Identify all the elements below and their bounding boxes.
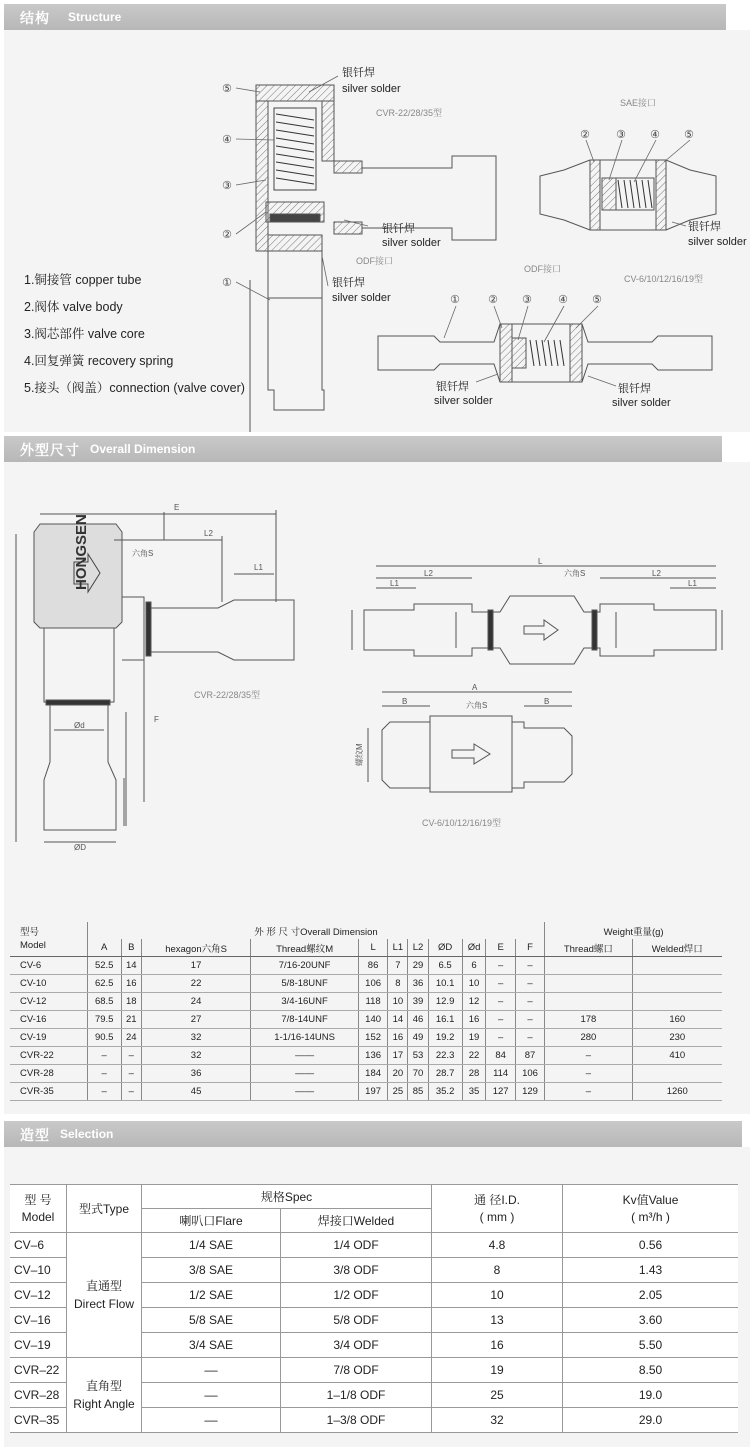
cvr-top-solder-en: silver solder <box>342 83 401 95</box>
table-cell: 49 <box>408 1029 428 1047</box>
table-cell: 16 <box>121 975 141 993</box>
table-cell: 39 <box>408 993 428 1011</box>
table-cell: – <box>486 1011 515 1029</box>
dim-th-l: L <box>358 939 387 957</box>
table-cell: 13 <box>432 1308 563 1333</box>
table-cell: 160 <box>632 1011 722 1029</box>
table-row <box>10 1011 722 1029</box>
flare-dim-b-left: B <box>402 697 408 706</box>
odf-callout-3: ③ <box>522 294 532 306</box>
dim-th-l1: L1 <box>388 939 408 957</box>
table-cell: – <box>545 1065 632 1083</box>
type-label-cn: 直角型 <box>85 1379 122 1393</box>
table-cell: CV–10 <box>10 1258 67 1283</box>
table-cell: CV–16 <box>10 1308 67 1333</box>
dim-th-f: F <box>515 939 544 957</box>
dim-th-group-dim: 外 形 尺 寸Overall Dimension <box>87 922 545 939</box>
legend-item-2: 2.阀体 valve body <box>24 300 123 314</box>
table-cell: 10 <box>388 993 408 1011</box>
table-cell: 152 <box>358 1029 387 1047</box>
table-cell: 32 <box>432 1408 563 1433</box>
table-cell: 17 <box>388 1047 408 1065</box>
sel-th-kv-unit: ( m³/h ) <box>631 1209 670 1224</box>
table-cell: 5/8 ODF <box>281 1308 432 1333</box>
cv-dim-l2-left: L2 <box>424 569 433 578</box>
selection-table <box>10 1184 738 1433</box>
table-cell: – <box>486 1029 515 1047</box>
table-cell: 4.8 <box>432 1233 563 1258</box>
cvr-mid-solder-cn: 银钎焊 <box>382 223 415 235</box>
dimension-panel <box>4 462 750 1114</box>
table-cell <box>632 1065 722 1083</box>
table-cell: 106 <box>358 975 387 993</box>
odf-callout-5: ⑤ <box>592 294 602 306</box>
cv-dim-type-label: CV-6/10/12/16/19型 <box>422 818 502 828</box>
table-cell: – <box>121 1047 141 1065</box>
table-cell: – <box>486 957 515 975</box>
dim-th-model <box>10 922 87 957</box>
brand-text: HONGSEN <box>73 514 90 590</box>
odf-left-solder-cn: 银钎焊 <box>436 381 469 393</box>
table-cell: – <box>515 957 544 975</box>
dim-label-od: ØD <box>74 843 86 852</box>
table-cell: – <box>515 975 544 993</box>
table-cell: 22 <box>141 975 250 993</box>
odf-right-solder-cn: 银钎焊 <box>618 383 651 395</box>
table-cell: 70 <box>408 1065 428 1083</box>
sae-callout-3: ③ <box>616 129 626 141</box>
table-cell: 25 <box>388 1083 408 1101</box>
table-cell: 79.5 <box>87 1011 121 1029</box>
dim-th-od: ØD <box>428 939 462 957</box>
table-cell: 24 <box>141 993 250 1011</box>
sel-th-model <box>10 1185 67 1233</box>
table-cell <box>545 975 632 993</box>
structure-header <box>4 4 726 30</box>
table-cell: CV–19 <box>10 1333 67 1358</box>
table-cell: 6.5 <box>428 957 462 975</box>
dim-th-w-thread: Thread螺口 <box>545 939 632 957</box>
flare-dim-a: A <box>472 683 478 692</box>
table-cell: CVR-35 <box>10 1083 87 1101</box>
dim-th-e: E <box>486 939 515 957</box>
flare-dim-thread: 螺纹M <box>355 743 364 766</box>
table-cell: CV-12 <box>10 993 87 1011</box>
callout-3: ③ <box>222 180 232 192</box>
table-cell <box>67 1358 142 1433</box>
table-cell: 1.43 <box>563 1258 739 1283</box>
table-cell: – <box>121 1065 141 1083</box>
odf-callout-2: ② <box>488 294 498 306</box>
table-row <box>10 1233 738 1258</box>
table-row <box>10 1029 722 1047</box>
legend-item-5: 5.接头（阀盖）connection (valve cover) <box>24 381 245 395</box>
table-cell: 62.5 <box>87 975 121 993</box>
table-cell: CVR-28 <box>10 1065 87 1083</box>
table-cell: 90.5 <box>87 1029 121 1047</box>
table-cell: – <box>121 1083 141 1101</box>
table-cell: 46 <box>408 1011 428 1029</box>
sae-callout-4: ④ <box>650 129 660 141</box>
table-cell: 1/4 SAE <box>142 1233 281 1258</box>
table-cell: 21 <box>121 1011 141 1029</box>
table-cell <box>67 1233 142 1358</box>
table-cell: – <box>87 1083 121 1101</box>
dim-label-l2: L2 <box>204 529 213 538</box>
table-cell: 230 <box>632 1029 722 1047</box>
type-label-cn: 直通型 <box>85 1279 122 1293</box>
table-cell: 52.5 <box>87 957 121 975</box>
table-cell: 32 <box>141 1047 250 1065</box>
dim-label-e: E <box>174 503 180 512</box>
table-cell: –– <box>142 1383 281 1408</box>
dim-th-group-weight: Weight重量(g) <box>545 922 722 939</box>
structure-panel <box>4 30 750 432</box>
table-cell: 280 <box>545 1029 632 1047</box>
cv-dim-l2-right: L2 <box>652 569 661 578</box>
cvr-callouts <box>222 83 232 289</box>
table-cell: 27 <box>141 1011 250 1029</box>
table-cell: 28.7 <box>428 1065 462 1083</box>
table-cell: 127 <box>486 1083 515 1101</box>
table-cell: 10.1 <box>428 975 462 993</box>
table-cell: 45 <box>141 1083 250 1101</box>
dim-label-hex: 六角S <box>132 549 154 558</box>
legend-item-4: 4.回复弹簧 recovery spring <box>24 354 174 368</box>
table-cell: 28 <box>462 1065 486 1083</box>
dim-th-id: Ød <box>462 939 486 957</box>
table-cell: 3/4 SAE <box>142 1333 281 1358</box>
table-cell: 8.50 <box>563 1358 739 1383</box>
flare-dim-b-right: B <box>544 697 550 706</box>
table-cell <box>632 957 722 975</box>
flare-dim-hex: 六角S <box>466 701 488 710</box>
table-cell: 32 <box>141 1029 250 1047</box>
table-cell: – <box>515 1011 544 1029</box>
odf-valve <box>378 324 712 382</box>
cv-dim-l1-left: L1 <box>390 579 399 588</box>
table-cell: CVR–28 <box>10 1383 67 1408</box>
table-cell: 3/4-16UNF <box>251 993 359 1011</box>
table-cell: CV–12 <box>10 1283 67 1308</box>
dim-th-model-cn: 型号 <box>20 927 40 938</box>
table-cell: 7/16-20UNF <box>251 957 359 975</box>
table-cell: 1–1/8 ODF <box>281 1383 432 1408</box>
table-cell: 16.1 <box>428 1011 462 1029</box>
dim-th-thread: Thread螺纹M <box>251 939 359 957</box>
cv-dim-l1-right: L1 <box>688 579 697 588</box>
table-cell: 184 <box>358 1065 387 1083</box>
table-cell: 16 <box>432 1333 563 1358</box>
table-cell: 129 <box>515 1083 544 1101</box>
table-cell: 36 <box>408 975 428 993</box>
table-cell: CVR–22 <box>10 1358 67 1383</box>
table-cell: 7/8 ODF <box>281 1358 432 1383</box>
table-cell: 10 <box>432 1283 563 1308</box>
cvr-type-label: CVR-22/28/35型 <box>376 108 443 118</box>
table-cell: – <box>545 1047 632 1065</box>
callout-1: ① <box>222 277 232 289</box>
sel-th-id-unit: ( mm ) <box>479 1209 515 1224</box>
odf-callout-1: ① <box>450 294 460 306</box>
table-cell: 136 <box>358 1047 387 1065</box>
table-cell: 8 <box>432 1258 563 1283</box>
selection-header-en: Selection <box>60 1127 114 1141</box>
table-cell: 22 <box>462 1047 486 1065</box>
odf-left-solder-en: silver solder <box>434 395 493 407</box>
sel-th-model-en: Model <box>21 1209 55 1224</box>
table-cell: – <box>545 1083 632 1101</box>
sel-th-flare: 喇叭口Flare <box>142 1209 281 1233</box>
dimension-header-cn: 外型尺寸 <box>20 442 80 458</box>
table-cell: 114 <box>486 1065 515 1083</box>
dim-th-a: A <box>87 939 121 957</box>
cv-dim-hex: 六角S <box>564 569 586 578</box>
table-cell <box>545 957 632 975</box>
table-cell: 12 <box>462 993 486 1011</box>
cvr-dim-type-label: CVR-22/28/35型 <box>194 690 261 700</box>
callout-5: ⑤ <box>222 83 232 95</box>
table-cell: 68.5 <box>87 993 121 1011</box>
table-cell: —— <box>251 1083 359 1101</box>
table-cell: 10 <box>462 975 486 993</box>
table-cell: 3/8 ODF <box>281 1258 432 1283</box>
table-cell: 410 <box>632 1047 722 1065</box>
cv-dim-l: L <box>538 557 543 566</box>
table-cell: 178 <box>545 1011 632 1029</box>
table-row <box>10 1083 722 1101</box>
table-cell: CV–6 <box>10 1233 67 1258</box>
table-cell: – <box>87 1047 121 1065</box>
sel-th-id-cn: 通 径I.D. <box>473 1192 520 1207</box>
sel-th-spec: 规格Spec <box>142 1185 432 1209</box>
dimension-table <box>10 922 722 1101</box>
table-cell: – <box>515 1029 544 1047</box>
type-label-en: Direct Flow <box>73 1297 134 1311</box>
sae-callout-5: ⑤ <box>684 129 694 141</box>
table-cell: 1-1/16-14UNS <box>251 1029 359 1047</box>
cvr-top-solder-cn: 银钎焊 <box>342 67 375 79</box>
table-cell: 19 <box>462 1029 486 1047</box>
table-cell: 17 <box>141 957 250 975</box>
table-cell: 118 <box>358 993 387 1011</box>
legend-item-3: 3.阀芯部件 valve core <box>24 327 145 341</box>
table-cell: – <box>515 993 544 1011</box>
table-cell: 1–3/8 ODF <box>281 1408 432 1433</box>
table-cell: – <box>87 1065 121 1083</box>
dim-label-l1: L1 <box>254 563 263 572</box>
table-cell: 20 <box>388 1065 408 1083</box>
table-row <box>10 957 722 975</box>
table-cell: –– <box>142 1358 281 1383</box>
sel-th-type: 型式Type <box>67 1185 142 1233</box>
dimension-header-en: Overall Dimension <box>90 442 196 456</box>
structure-header-cn: 结构 <box>20 10 50 26</box>
table-cell: 86 <box>358 957 387 975</box>
table-cell: 1/4 ODF <box>281 1233 432 1258</box>
table-cell: 3/8 SAE <box>142 1258 281 1283</box>
table-cell: CVR-22 <box>10 1047 87 1065</box>
table-cell: 2.05 <box>563 1283 739 1308</box>
odf-callout-4: ④ <box>558 294 568 306</box>
table-cell: 53 <box>408 1047 428 1065</box>
selection-header-cn: 造型 <box>20 1127 50 1143</box>
parts-legend <box>24 267 245 402</box>
table-cell: 12.9 <box>428 993 462 1011</box>
table-cell: 1/2 ODF <box>281 1283 432 1308</box>
table-cell <box>632 975 722 993</box>
callout-4: ④ <box>222 134 232 146</box>
table-cell: —— <box>251 1065 359 1083</box>
table-cell: 19.2 <box>428 1029 462 1047</box>
table-cell: 29 <box>408 957 428 975</box>
table-cell: 5/8-18UNF <box>251 975 359 993</box>
table-cell: 5.50 <box>563 1333 739 1358</box>
table-cell: 22.3 <box>428 1047 462 1065</box>
table-cell <box>632 993 722 1011</box>
table-cell: 7 <box>388 957 408 975</box>
odf-right-solder-en: silver solder <box>612 397 671 409</box>
odf-label-1: ODF接口 <box>356 256 393 266</box>
table-cell: 106 <box>515 1065 544 1083</box>
dim-th-b: B <box>121 939 141 957</box>
table-cell: 29.0 <box>563 1408 739 1433</box>
table-cell: 8 <box>388 975 408 993</box>
cv-type-label: CV-6/10/12/16/19型 <box>624 274 704 284</box>
selection-header <box>4 1121 742 1147</box>
table-cell: CV-16 <box>10 1011 87 1029</box>
table-row <box>10 1047 722 1065</box>
dim-th-model-en: Model <box>20 940 46 951</box>
table-cell: CV-10 <box>10 975 87 993</box>
table-cell: –– <box>142 1408 281 1433</box>
table-cell: 19.0 <box>563 1383 739 1408</box>
table-cell: 140 <box>358 1011 387 1029</box>
table-cell: 19 <box>432 1358 563 1383</box>
table-row <box>10 1358 738 1383</box>
cvr-low-solder-cn: 银钎焊 <box>332 277 365 289</box>
table-cell: 197 <box>358 1083 387 1101</box>
table-cell: 0.56 <box>563 1233 739 1258</box>
sae-callout-2: ② <box>580 129 590 141</box>
table-cell: 7/8-14UNF <box>251 1011 359 1029</box>
sel-th-kv <box>563 1185 739 1233</box>
dimension-drawings <box>4 462 750 922</box>
table-cell: 3.60 <box>563 1308 739 1333</box>
table-cell: 16 <box>388 1029 408 1047</box>
table-cell: 35.2 <box>428 1083 462 1101</box>
dimension-header <box>4 436 722 462</box>
odf-label-2: ODF接口 <box>524 264 561 274</box>
table-cell: 1/2 SAE <box>142 1283 281 1308</box>
table-cell: – <box>486 975 515 993</box>
dim-label-id: Ød <box>74 721 85 730</box>
table-cell: 85 <box>408 1083 428 1101</box>
sel-th-model-cn: 型 号 <box>24 1192 52 1207</box>
type-label-en: Right Angle <box>73 1397 135 1411</box>
table-row <box>10 975 722 993</box>
table-cell: 24 <box>121 1029 141 1047</box>
callout-2: ② <box>222 229 232 241</box>
sae-solder-cn: 银钎焊 <box>688 221 721 233</box>
table-cell: —— <box>251 1047 359 1065</box>
dim-th-hex: hexagon六角S <box>141 939 250 957</box>
table-cell: 16 <box>462 1011 486 1029</box>
structure-header-en: Structure <box>68 10 122 24</box>
table-cell: CV-19 <box>10 1029 87 1047</box>
table-cell: 87 <box>515 1047 544 1065</box>
table-cell: 6 <box>462 957 486 975</box>
table-cell: 18 <box>121 993 141 1011</box>
sae-solder-en: silver solder <box>688 236 747 248</box>
cvr-low-solder-en: silver solder <box>332 292 391 304</box>
table-row <box>10 1065 722 1083</box>
table-cell: 35 <box>462 1083 486 1101</box>
dim-th-l2: L2 <box>408 939 428 957</box>
table-row <box>10 993 722 1011</box>
table-cell: 25 <box>432 1383 563 1408</box>
table-cell: 36 <box>141 1065 250 1083</box>
sel-th-welded: 焊接口Welded <box>281 1209 432 1233</box>
table-cell <box>545 993 632 1011</box>
table-cell: 14 <box>388 1011 408 1029</box>
dim-label-f: F <box>154 715 159 724</box>
table-cell: 14 <box>121 957 141 975</box>
table-cell: – <box>486 993 515 1011</box>
sae-label: SAE接口 <box>620 98 657 108</box>
dim-th-w-welded: Welded焊口 <box>632 939 722 957</box>
table-cell: 84 <box>486 1047 515 1065</box>
legend-item-1: 1.铜接管 copper tube <box>24 273 142 287</box>
table-cell: 1260 <box>632 1083 722 1101</box>
cvr-mid-solder-en: silver solder <box>382 237 441 249</box>
table-cell: 3/4 ODF <box>281 1333 432 1358</box>
table-cell: CV-6 <box>10 957 87 975</box>
sae-valve <box>540 160 716 230</box>
table-cell: 5/8 SAE <box>142 1308 281 1333</box>
table-cell: CVR–35 <box>10 1408 67 1433</box>
sel-th-kv-label: Kv值Value <box>622 1192 679 1207</box>
sel-th-id <box>432 1185 563 1233</box>
